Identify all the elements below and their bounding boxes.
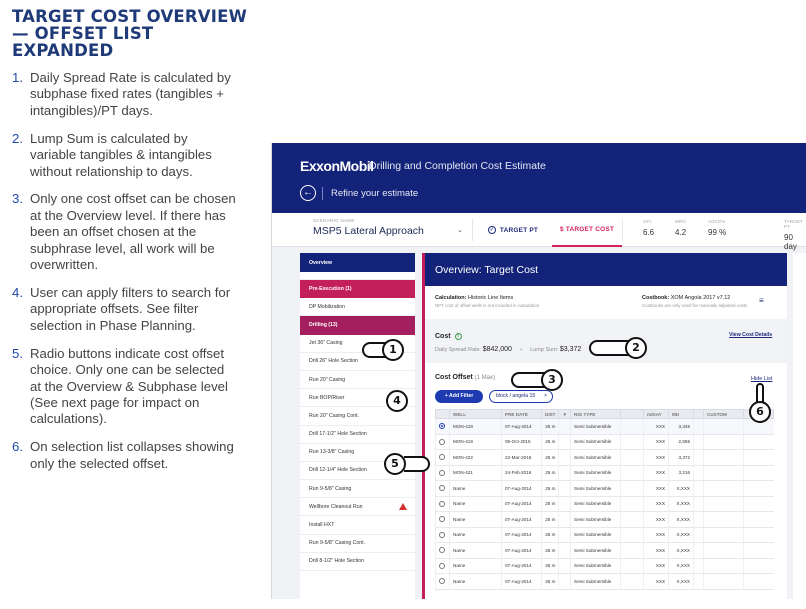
table-row[interactable] bbox=[436, 558, 774, 574]
well-cell: MON-418 bbox=[450, 419, 502, 435]
sidebar-item[interactable]: Run 9-5/8" Casing Cont. bbox=[300, 535, 415, 553]
note-item bbox=[12, 191, 237, 273]
overview-panel bbox=[425, 253, 787, 599]
scenario-select[interactable]: MSP5 Lateral Approach bbox=[313, 225, 424, 237]
m-per-day-cell: XXX bbox=[644, 496, 669, 512]
note-number: 6. bbox=[12, 439, 23, 455]
empty-cell bbox=[621, 465, 644, 481]
cost-offset-heading bbox=[435, 374, 495, 381]
offset-table bbox=[435, 409, 774, 590]
radio-cell bbox=[436, 558, 450, 574]
table-row[interactable] bbox=[436, 527, 774, 543]
well-cell: Name bbox=[450, 527, 502, 543]
m-per-day-cell: XXX bbox=[644, 465, 669, 481]
dist-cell: 25 m bbox=[542, 419, 559, 435]
empty-cell bbox=[621, 574, 644, 590]
callout-number: 1 bbox=[382, 339, 404, 361]
callout-1 bbox=[362, 339, 404, 361]
app-header bbox=[272, 143, 806, 213]
column-header bbox=[694, 410, 704, 419]
cost-title: Cost bbox=[435, 333, 451, 340]
rig-type-cell: Semi Submersible bbox=[571, 481, 621, 497]
add-filter-button[interactable]: + Add Filter bbox=[435, 390, 483, 403]
empty-cell bbox=[621, 419, 644, 435]
radio-button[interactable] bbox=[439, 547, 445, 553]
sidebar-spacer bbox=[300, 272, 415, 280]
note-item bbox=[12, 285, 237, 334]
sidebar-item-overview[interactable]: Overview bbox=[300, 253, 415, 272]
rig-type-cell: Semi Submersible bbox=[571, 434, 621, 450]
dist-cell: 25 m bbox=[542, 574, 559, 590]
date-cell: 24-Feb-2016 bbox=[502, 465, 542, 481]
callout-number: 4 bbox=[386, 390, 408, 412]
dist-cell: 25 m bbox=[542, 527, 559, 543]
rig-type-cell: Semi Submersible bbox=[571, 527, 621, 543]
tab-label: TARGET PT bbox=[499, 226, 539, 234]
sidebar-item[interactable]: Drill 26" Hole Section bbox=[300, 353, 415, 371]
radio-button[interactable] bbox=[439, 563, 445, 569]
next-panel-edge bbox=[793, 253, 806, 599]
note-text: Radio buttons indicate cost offset choice. Only one can be selected at the Overview & Subphase level (See next page for impact on calculations). bbox=[30, 345, 228, 427]
chevron-down-icon[interactable]: ⌄ bbox=[457, 227, 463, 234]
md-cell: 2,555 bbox=[669, 434, 694, 450]
info-icon[interactable]: i bbox=[455, 333, 462, 340]
empty-cell bbox=[704, 574, 744, 590]
empty-cell bbox=[559, 481, 571, 497]
m-per-day-cell: XXX bbox=[644, 450, 669, 466]
rig-type-cell: Semi Submersible bbox=[571, 512, 621, 528]
rig-type-cell: Semi Submersible bbox=[571, 496, 621, 512]
empty-cell bbox=[621, 481, 644, 497]
company-logo: ExxonMobil bbox=[300, 158, 374, 174]
tab-divider bbox=[472, 219, 473, 241]
m-per-day-cell: XXX bbox=[644, 558, 669, 574]
empty-cell bbox=[694, 481, 704, 497]
date-cell: 07-Aug-2014 bbox=[502, 527, 542, 543]
note-number: 4. bbox=[12, 284, 23, 300]
empty-cell bbox=[694, 527, 704, 543]
lump-sum-value: $3,372 bbox=[559, 346, 582, 353]
rig-type-cell: Semi Submersible bbox=[571, 558, 621, 574]
date-cell: 07-Aug-2014 bbox=[502, 574, 542, 590]
phase-sidebar bbox=[300, 253, 415, 599]
metric-mro bbox=[675, 219, 686, 237]
empty-cell bbox=[704, 419, 744, 435]
md-cell: X,XXX bbox=[669, 512, 694, 528]
empty-cell bbox=[704, 465, 744, 481]
date-cell: 07-Aug-2014 bbox=[502, 558, 542, 574]
empty-cell bbox=[559, 512, 571, 528]
md-cell: X,XXX bbox=[669, 527, 694, 543]
callout-5 bbox=[384, 453, 432, 475]
callout-2 bbox=[589, 337, 647, 359]
sidebar-section-drilling[interactable]: Drilling (13) bbox=[300, 316, 415, 334]
page-title: TARGET COST OVERVIEW — OFFSET LIST EXPANDED bbox=[12, 7, 247, 60]
column-header[interactable]: PRE DATE bbox=[502, 410, 542, 419]
tab-target-cost[interactable] bbox=[552, 213, 622, 247]
note-text: User can apply filters to search for appropriate offsets. See filter selection in Phase Planning. bbox=[30, 284, 231, 333]
well-cell: Name bbox=[450, 496, 502, 512]
close-icon[interactable]: × bbox=[543, 393, 547, 399]
note-text: Only one cost offset can be chosen at the Overview level. If there has been an offset chosen at the subphrase level, all work will be overwritten. bbox=[30, 191, 236, 273]
metric-label: GFI bbox=[643, 219, 652, 224]
table-row[interactable] bbox=[436, 574, 774, 590]
filter-settings-icon[interactable]: ≡ bbox=[759, 296, 764, 305]
md-cell: X,XXX bbox=[669, 574, 694, 590]
metric-value: 4.2 bbox=[675, 228, 687, 237]
well-cell: Name bbox=[450, 481, 502, 497]
rig-type-cell: Semi Submersible bbox=[571, 574, 621, 590]
empty-cell bbox=[704, 543, 744, 559]
radio-cell bbox=[436, 543, 450, 559]
tab-divider bbox=[622, 219, 623, 241]
empty-cell bbox=[694, 496, 704, 512]
empty-cell bbox=[704, 558, 744, 574]
md-cell: 3,216 bbox=[669, 465, 694, 481]
column-header[interactable]: m/DAY bbox=[644, 410, 669, 419]
sidebar-item-wellbore-cleanout[interactable] bbox=[300, 498, 415, 516]
plus-sign: + bbox=[519, 347, 523, 353]
column-header bbox=[621, 410, 644, 419]
radio-button[interactable] bbox=[439, 485, 445, 491]
empty-cell bbox=[559, 419, 571, 435]
date-cell: 05-Oct-2015 bbox=[502, 434, 542, 450]
hide-list-link[interactable]: Hide List bbox=[751, 376, 773, 382]
table-row[interactable] bbox=[436, 512, 774, 528]
radio-button[interactable] bbox=[439, 516, 445, 522]
empty-cell bbox=[744, 496, 774, 512]
date-cell: 07-Aug-2014 bbox=[502, 481, 542, 497]
metric-label: TARGET PT bbox=[784, 219, 804, 229]
empty-cell bbox=[704, 512, 744, 528]
note-text: Daily Spread Rate is calculated by subphase fixed rates (tangibles + intangibles)/PT days. bbox=[30, 70, 231, 118]
callout-number: 6 bbox=[749, 401, 771, 423]
note-item bbox=[12, 131, 237, 180]
well-cell: MON-419 bbox=[450, 434, 502, 450]
rig-type-cell: Semi Submersible bbox=[571, 450, 621, 466]
radio-button[interactable] bbox=[439, 423, 445, 429]
radio-cell bbox=[436, 512, 450, 528]
note-item bbox=[12, 346, 237, 428]
sidebar-item[interactable]: Run 13-3/8" Casing bbox=[300, 444, 415, 462]
well-cell: Name bbox=[450, 558, 502, 574]
sidebar-item[interactable]: Drill 8-1/2" Hole Section bbox=[300, 553, 415, 571]
app-title: Drilling and Completion Cost Estimate bbox=[369, 160, 546, 172]
rig-type-cell: Semi Submersible bbox=[571, 419, 621, 435]
empty-cell bbox=[559, 465, 571, 481]
empty-cell bbox=[694, 512, 704, 528]
well-cell: Name bbox=[450, 512, 502, 528]
radio-cell bbox=[436, 574, 450, 590]
calculation-value: Historic Line Items bbox=[468, 295, 514, 301]
table-row[interactable] bbox=[436, 481, 774, 497]
radio-cell bbox=[436, 434, 450, 450]
empty-cell bbox=[621, 527, 644, 543]
m-per-day-cell: XXX bbox=[644, 527, 669, 543]
callout-number: 3 bbox=[541, 369, 563, 391]
metric-gfi bbox=[643, 219, 654, 237]
empty-cell bbox=[704, 496, 744, 512]
empty-cell bbox=[694, 574, 704, 590]
note-item bbox=[12, 70, 237, 119]
table-header-row bbox=[436, 410, 774, 419]
empty-cell bbox=[559, 543, 571, 559]
dist-cell: 25 m bbox=[542, 558, 559, 574]
column-header[interactable]: RIG TYPE bbox=[571, 410, 621, 419]
calculation-key: Calculation: bbox=[435, 295, 467, 301]
daily-spread-label: Daily Spread Rate: bbox=[435, 347, 482, 353]
md-cell: X,XXX bbox=[669, 558, 694, 574]
warning-icon bbox=[399, 503, 407, 510]
empty-cell bbox=[744, 512, 774, 528]
costbook-note: Costbooks are only used for manually adjusted costs bbox=[642, 303, 748, 308]
empty-cell bbox=[744, 465, 774, 481]
date-cell: 22-Mar-2016 bbox=[502, 450, 542, 466]
panel-title: Overview: Target Cost bbox=[425, 253, 787, 286]
date-cell: 07-Aug-2014 bbox=[502, 512, 542, 528]
radio-cell bbox=[436, 419, 450, 435]
radio-cell bbox=[436, 527, 450, 543]
dist-cell: 25 m bbox=[542, 465, 559, 481]
filter-chip-label: block / angela 15 bbox=[496, 393, 536, 399]
dist-cell: 25 m bbox=[542, 543, 559, 559]
back-arrow-icon[interactable]: ← bbox=[300, 185, 316, 201]
table-row[interactable] bbox=[436, 543, 774, 559]
tabs-bar bbox=[272, 213, 806, 251]
metric-target-pt bbox=[784, 219, 806, 251]
empty-cell bbox=[694, 450, 704, 466]
metric-value: 6.6 bbox=[643, 228, 655, 237]
radio-cell bbox=[436, 450, 450, 466]
sort-icon[interactable]: ▼ bbox=[559, 410, 571, 419]
column-header[interactable]: DIST bbox=[542, 410, 559, 419]
dist-cell: 25 m bbox=[542, 434, 559, 450]
md-cell: 3,372 bbox=[669, 450, 694, 466]
date-cell: 07-Aug-2014 bbox=[502, 419, 542, 435]
md-cell: 3,345 bbox=[669, 419, 694, 435]
calculation-note: NPT cost of offset wells is not included in calculation bbox=[435, 303, 540, 308]
empty-cell bbox=[744, 450, 774, 466]
note-number: 3. bbox=[12, 191, 23, 207]
rig-type-cell: Semi Submersible bbox=[571, 465, 621, 481]
empty-cell bbox=[694, 558, 704, 574]
empty-cell bbox=[744, 558, 774, 574]
well-cell: Name bbox=[450, 543, 502, 559]
calculation-label bbox=[435, 295, 513, 301]
m-per-day-cell: XXX bbox=[644, 512, 669, 528]
md-cell: X,XXX bbox=[669, 496, 694, 512]
view-cost-details-link[interactable]: View Cost Details bbox=[729, 332, 773, 338]
lump-sum-label: Lump Sum: bbox=[530, 347, 559, 353]
note-number: 5. bbox=[12, 345, 23, 361]
empty-cell bbox=[704, 481, 744, 497]
radio-button[interactable] bbox=[439, 532, 445, 538]
radio-cell bbox=[436, 496, 450, 512]
radio-button[interactable] bbox=[439, 470, 445, 476]
metric-value: 99 % bbox=[708, 228, 727, 237]
empty-cell bbox=[621, 558, 644, 574]
cost-values bbox=[435, 346, 581, 353]
callout-number: 2 bbox=[625, 337, 647, 359]
empty-cell bbox=[744, 481, 774, 497]
sidebar-item[interactable]: Run BOP/Riser bbox=[300, 389, 415, 407]
callout-tail bbox=[404, 456, 430, 472]
offset-table-body bbox=[436, 419, 774, 590]
empty-cell bbox=[559, 527, 571, 543]
m-per-day-cell: XXX bbox=[644, 481, 669, 497]
column-header[interactable]: WELL bbox=[450, 410, 502, 419]
empty-cell bbox=[621, 450, 644, 466]
tab-label: $ TARGET COST bbox=[559, 225, 615, 233]
tab-target-pt[interactable] bbox=[475, 213, 551, 247]
column-header[interactable]: CUSTOM bbox=[704, 410, 744, 419]
dist-cell: 25 m bbox=[542, 481, 559, 497]
date-cell: 07-Aug-2014 bbox=[502, 543, 542, 559]
empty-cell bbox=[621, 434, 644, 450]
callout-6 bbox=[749, 383, 771, 423]
empty-cell bbox=[694, 543, 704, 559]
note-text: On selection list collapses showing only the selected offset. bbox=[30, 439, 234, 471]
column-header[interactable]: MD bbox=[669, 410, 694, 419]
radio-button[interactable] bbox=[439, 578, 445, 584]
empty-cell bbox=[559, 574, 571, 590]
note-number: 1. bbox=[12, 70, 23, 85]
table-row[interactable] bbox=[436, 434, 774, 450]
rig-type-cell: Semi Submersible bbox=[571, 543, 621, 559]
sidebar-section-pre-execution[interactable]: Pre-Execution (1) bbox=[300, 280, 415, 298]
empty-cell bbox=[704, 527, 744, 543]
empty-cell bbox=[559, 496, 571, 512]
empty-cell bbox=[744, 434, 774, 450]
column-header bbox=[436, 410, 450, 419]
sidebar-item[interactable]: Drill 12-1/4" Hole Section bbox=[300, 462, 415, 480]
sidebar-item-label: Wellbore Cleanout Run bbox=[309, 503, 363, 510]
sidebar-item[interactable]: Run 20" Casing Cont. bbox=[300, 407, 415, 425]
callout-4 bbox=[384, 390, 408, 412]
note-item bbox=[12, 439, 237, 472]
md-cell: X,XXX bbox=[669, 481, 694, 497]
costbook-key: Costbook: bbox=[642, 295, 670, 301]
empty-cell bbox=[744, 543, 774, 559]
well-cell: MON-421 bbox=[450, 465, 502, 481]
metric-adce bbox=[708, 219, 726, 237]
empty-cell bbox=[559, 434, 571, 450]
notes-list bbox=[12, 70, 237, 484]
cost-offset-title: Cost Offset bbox=[435, 374, 473, 381]
m-per-day-cell: XXX bbox=[644, 543, 669, 559]
sidebar-item[interactable]: Jet 36" Casing bbox=[300, 335, 415, 353]
empty-cell bbox=[694, 434, 704, 450]
date-cell: 07-Aug-2014 bbox=[502, 496, 542, 512]
m-per-day-cell: XXX bbox=[644, 574, 669, 590]
empty-cell bbox=[621, 496, 644, 512]
table-row[interactable] bbox=[436, 450, 774, 466]
metric-label: ADCE% bbox=[708, 219, 726, 224]
note-number: 2. bbox=[12, 130, 23, 146]
dist-cell: 25 m bbox=[542, 450, 559, 466]
radio-button[interactable] bbox=[439, 439, 445, 445]
empty-cell bbox=[694, 465, 704, 481]
callout-3 bbox=[511, 369, 563, 391]
empty-cell bbox=[744, 527, 774, 543]
m-per-day-cell: XXX bbox=[644, 419, 669, 435]
empty-cell bbox=[559, 450, 571, 466]
well-cell: MON-422 bbox=[450, 450, 502, 466]
empty-cell bbox=[559, 558, 571, 574]
daily-spread-value: $842,000 bbox=[482, 346, 512, 353]
callout-number: 5 bbox=[384, 453, 406, 475]
table-row[interactable] bbox=[436, 419, 774, 435]
sidebar-item[interactable]: Install HXT bbox=[300, 516, 415, 534]
cost-heading bbox=[435, 333, 462, 340]
m-per-day-cell: XXX bbox=[644, 434, 669, 450]
table-row[interactable] bbox=[436, 465, 774, 481]
metric-value: 90 day bbox=[784, 233, 797, 251]
header-divider bbox=[322, 187, 323, 200]
sidebar-item[interactable]: DP Mobilization bbox=[300, 298, 415, 316]
page-subtitle: Refine your estimate bbox=[331, 188, 419, 199]
metric-label: MRO bbox=[675, 219, 687, 224]
scenario-label: SCENARIO NAME bbox=[313, 218, 355, 223]
dist-cell: 25 m bbox=[542, 496, 559, 512]
sidebar-item[interactable]: Run 9-5/8" Casing bbox=[300, 480, 415, 498]
check-icon: ✓ bbox=[489, 227, 495, 233]
filter-chip[interactable] bbox=[489, 390, 553, 403]
radio-cell bbox=[436, 481, 450, 497]
cost-offset-max: (1 Max) bbox=[474, 375, 496, 381]
empty-cell bbox=[694, 419, 704, 435]
radio-button[interactable] bbox=[439, 454, 445, 460]
md-cell: X,XXX bbox=[669, 543, 694, 559]
radio-cell bbox=[436, 465, 450, 481]
empty-cell bbox=[704, 434, 744, 450]
sidebar-item[interactable]: Drill 17-1/2" Hole Section bbox=[300, 426, 415, 444]
dist-cell: 25 m bbox=[542, 512, 559, 528]
well-cell: Name bbox=[450, 574, 502, 590]
empty-cell bbox=[621, 512, 644, 528]
note-text: Lump Sum is calculated by variable tangibles & intangibles without relationship to days. bbox=[30, 130, 212, 179]
sidebar-item[interactable]: Run 20" Casing bbox=[300, 371, 415, 389]
radio-button[interactable] bbox=[439, 501, 445, 507]
table-row[interactable] bbox=[436, 496, 774, 512]
costbook-label bbox=[642, 295, 730, 301]
empty-cell bbox=[704, 450, 744, 466]
empty-cell bbox=[621, 543, 644, 559]
costbook-value: XOM Angola 2017 v7.12 bbox=[670, 295, 731, 301]
empty-cell bbox=[744, 574, 774, 590]
